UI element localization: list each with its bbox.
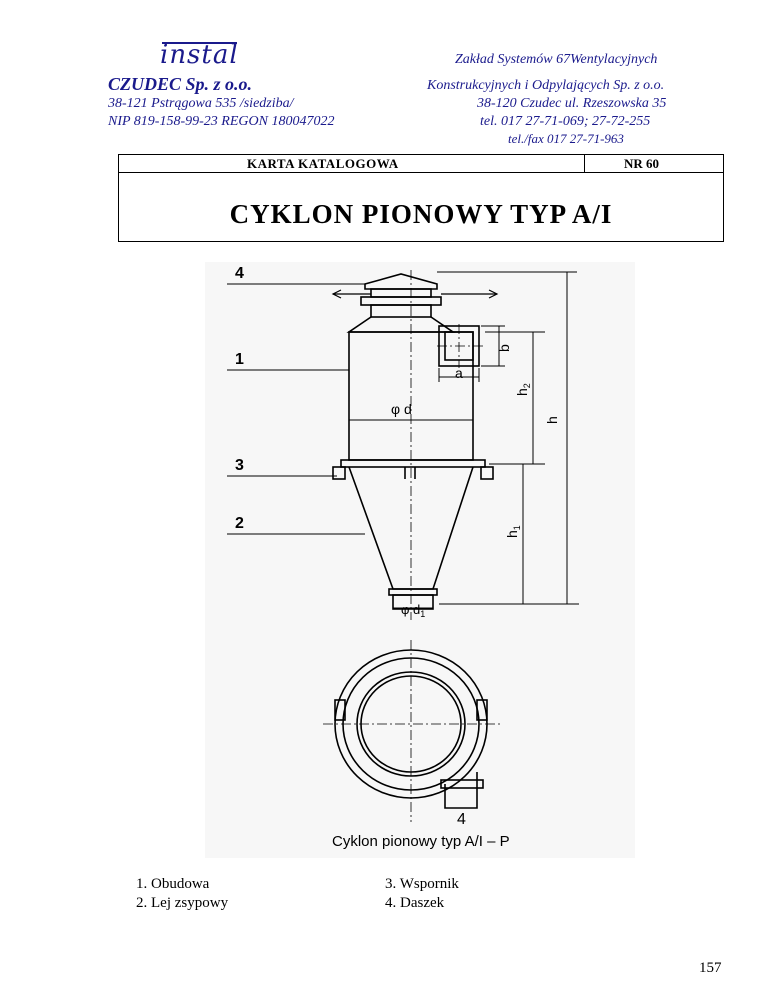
- partner-fax: tel./fax 017 27-71-963: [508, 131, 624, 146]
- dim-d1: φ $d_1$: [401, 602, 426, 619]
- cyclone-drawing: [205, 262, 635, 858]
- document-title: CYKLON PIONOWY TYP A/I: [229, 199, 613, 229]
- company-logo: instal: [160, 40, 239, 70]
- cyclone-drawing-svg: [205, 262, 635, 858]
- drawing-caption: Cyklon pionowy typ A/I – P: [332, 833, 510, 850]
- partner-address: 38-120 Czudec ul. Rzeszowska 35: [477, 96, 667, 111]
- partner-name-line1: Zakład Systemów 67Wentylacyjnych: [455, 52, 658, 67]
- legend-item-3: 3. Wspornik: [385, 876, 459, 892]
- legend-item-4: 4. Daszek: [385, 895, 445, 911]
- dim-b: b: [496, 344, 512, 352]
- partner-name-line2: Konstrukcyjnych i Odpylających Sp. z o.o.: [427, 78, 665, 93]
- company-name: CZUDEC Sp. z o.o.: [108, 74, 253, 94]
- partner-phone: tel. 017 27-71-069; 27-72-255: [480, 114, 651, 129]
- dim-a: a: [455, 365, 463, 381]
- callout-4: 4: [235, 265, 244, 282]
- catalog-card-frame: [118, 154, 724, 242]
- catalog-card-label: KARTA KATALOGOWA: [247, 156, 399, 171]
- dim-h2: $h_2$: [514, 383, 532, 396]
- view-mark: 4: [457, 811, 466, 828]
- callout-1: 1: [235, 351, 244, 368]
- page-number: 157: [699, 960, 722, 976]
- company-address: 38-121 Pstrągowa 535 /siedziba/: [108, 96, 294, 111]
- callout-3: 3: [235, 457, 244, 474]
- dim-d: φ d: [391, 401, 412, 417]
- dim-h: h: [544, 416, 560, 424]
- catalog-card-divider: [584, 155, 585, 173]
- dim-h1: $h_1$: [504, 525, 522, 538]
- company-ids: NIP 819-158-99-23 REGON 180047022: [108, 114, 335, 129]
- catalog-card-number: NR 60: [624, 156, 660, 171]
- callout-2: 2: [235, 515, 244, 532]
- legend-item-1: 1. Obudowa: [136, 876, 210, 892]
- legend-item-2: 2. Lej zsypowy: [136, 895, 229, 911]
